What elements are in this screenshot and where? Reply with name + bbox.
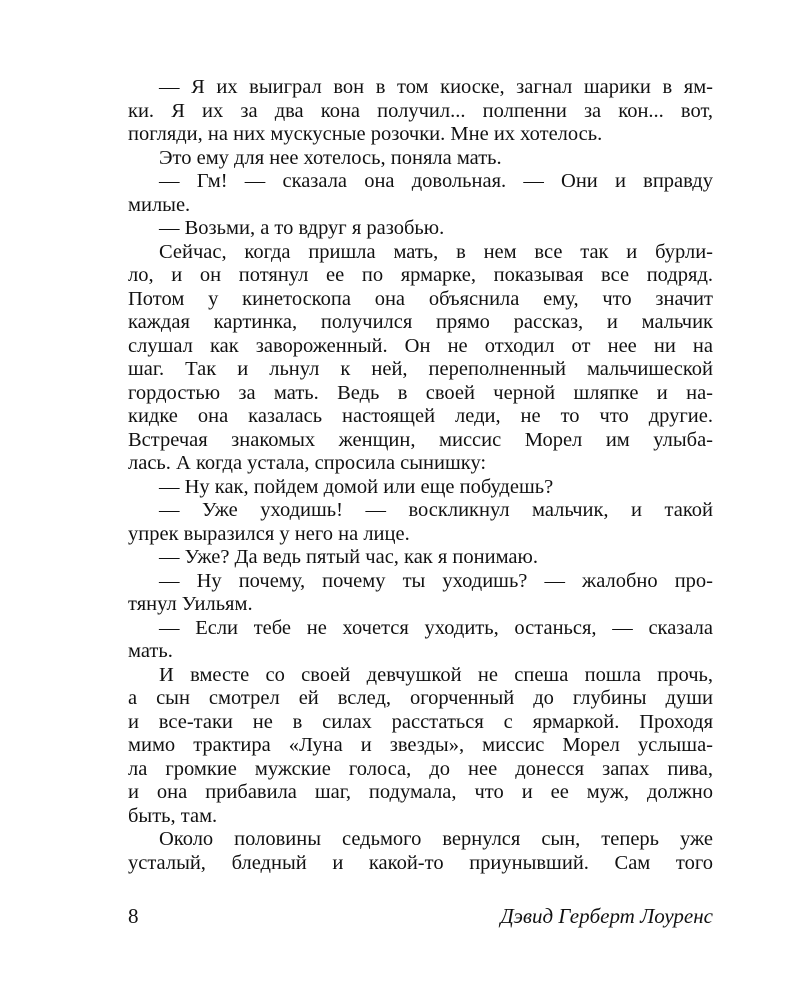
text-line: — Если тебе не хочется уходить, останься, — сказала bbox=[159, 616, 713, 639]
text-line: быть, там. bbox=[128, 804, 218, 827]
text-line: мать. bbox=[128, 640, 173, 662]
text-line: ла громкие мужские голоса, до нее донесся запах пива, bbox=[128, 757, 713, 780]
text-line: слушал как завороженный. Он не отходил от нее ни на bbox=[128, 334, 713, 357]
text-line: Потом у кинетоскопа она объяснила ему, что значит bbox=[128, 287, 713, 310]
running-title: Дэвид Герберт Лоуренс bbox=[500, 904, 713, 928]
text-line: а сын смотрел ей вслед, огорченный до глубины души bbox=[128, 687, 713, 709]
text-line: — Ну как, пойдем домой или еще побудешь? bbox=[159, 475, 554, 498]
text-line: и все-таки не в силах расстаться с ярмаркой. Проходя bbox=[128, 710, 713, 733]
text-line: Сейчас, когда пришла мать, в нем все так и бурли- bbox=[159, 240, 713, 263]
page-footer bbox=[128, 901, 713, 931]
text-line: Встречая знакомых женщин, миссис Морел им улыба- bbox=[128, 428, 713, 451]
text-line: погляди, на них мускусные розочки. Мне их хотелось. bbox=[128, 123, 603, 145]
text-line: ло, и он потянул ее по ярмарке, показывая все подряд. bbox=[128, 264, 713, 286]
text-line: ки. Я их за два кона получил... полпенни за кон... вот, bbox=[128, 99, 713, 122]
text-line: кидке она казалась настоящей леди, не то что другие. bbox=[128, 405, 713, 427]
text-line: милые. bbox=[128, 193, 191, 216]
text-line: — Уже? Да ведь пятый час, как я понимаю. bbox=[159, 546, 538, 568]
text-line: и она прибавила шаг, подумала, что и ее муж, должно bbox=[128, 781, 713, 803]
text-line: И вместе со своей девчушкой не спеша пошла прочь, bbox=[159, 663, 713, 686]
text-line: шаг. Так и льнул к ней, переполненный мальчишеской bbox=[128, 358, 713, 380]
text-line: Это ему для нее хотелось, поняла мать. bbox=[159, 146, 502, 169]
text-line: каждая картинка, получился прямо рассказ, и мальчик bbox=[128, 311, 713, 333]
text-line: Около половины седьмого вернулся сын, теперь уже bbox=[159, 828, 713, 850]
text-line: упрек выразился у него на лице. bbox=[128, 522, 410, 545]
text-line: гордостью за мать. Ведь в своей черной шляпке и на- bbox=[128, 381, 713, 404]
text-line: — Возьми, а то вдруг я разобью. bbox=[159, 217, 445, 239]
text-line: мимо трактира «Луна и звезды», миссис Морел услыша- bbox=[128, 734, 713, 756]
text-line: тянул Уильям. bbox=[128, 593, 253, 615]
body-text bbox=[128, 76, 713, 875]
text-line: — Уже уходишь! — воскликнул мальчик, и такой bbox=[159, 499, 713, 521]
text-line: лась. А когда устала, спросила сынишку: bbox=[128, 452, 487, 474]
text-line: — Я их выиграл вон в том киоске, загнал шарики в ям- bbox=[159, 76, 713, 98]
text-line: усталый, бледный и какой-то приунывший. Сам того bbox=[128, 851, 713, 874]
text-line: — Гм! — сказала она довольная. — Они и вправду bbox=[159, 170, 713, 192]
page-number: 8 bbox=[128, 904, 139, 928]
text-line: — Ну почему, почему ты уходишь? — жалобно про- bbox=[159, 569, 713, 592]
